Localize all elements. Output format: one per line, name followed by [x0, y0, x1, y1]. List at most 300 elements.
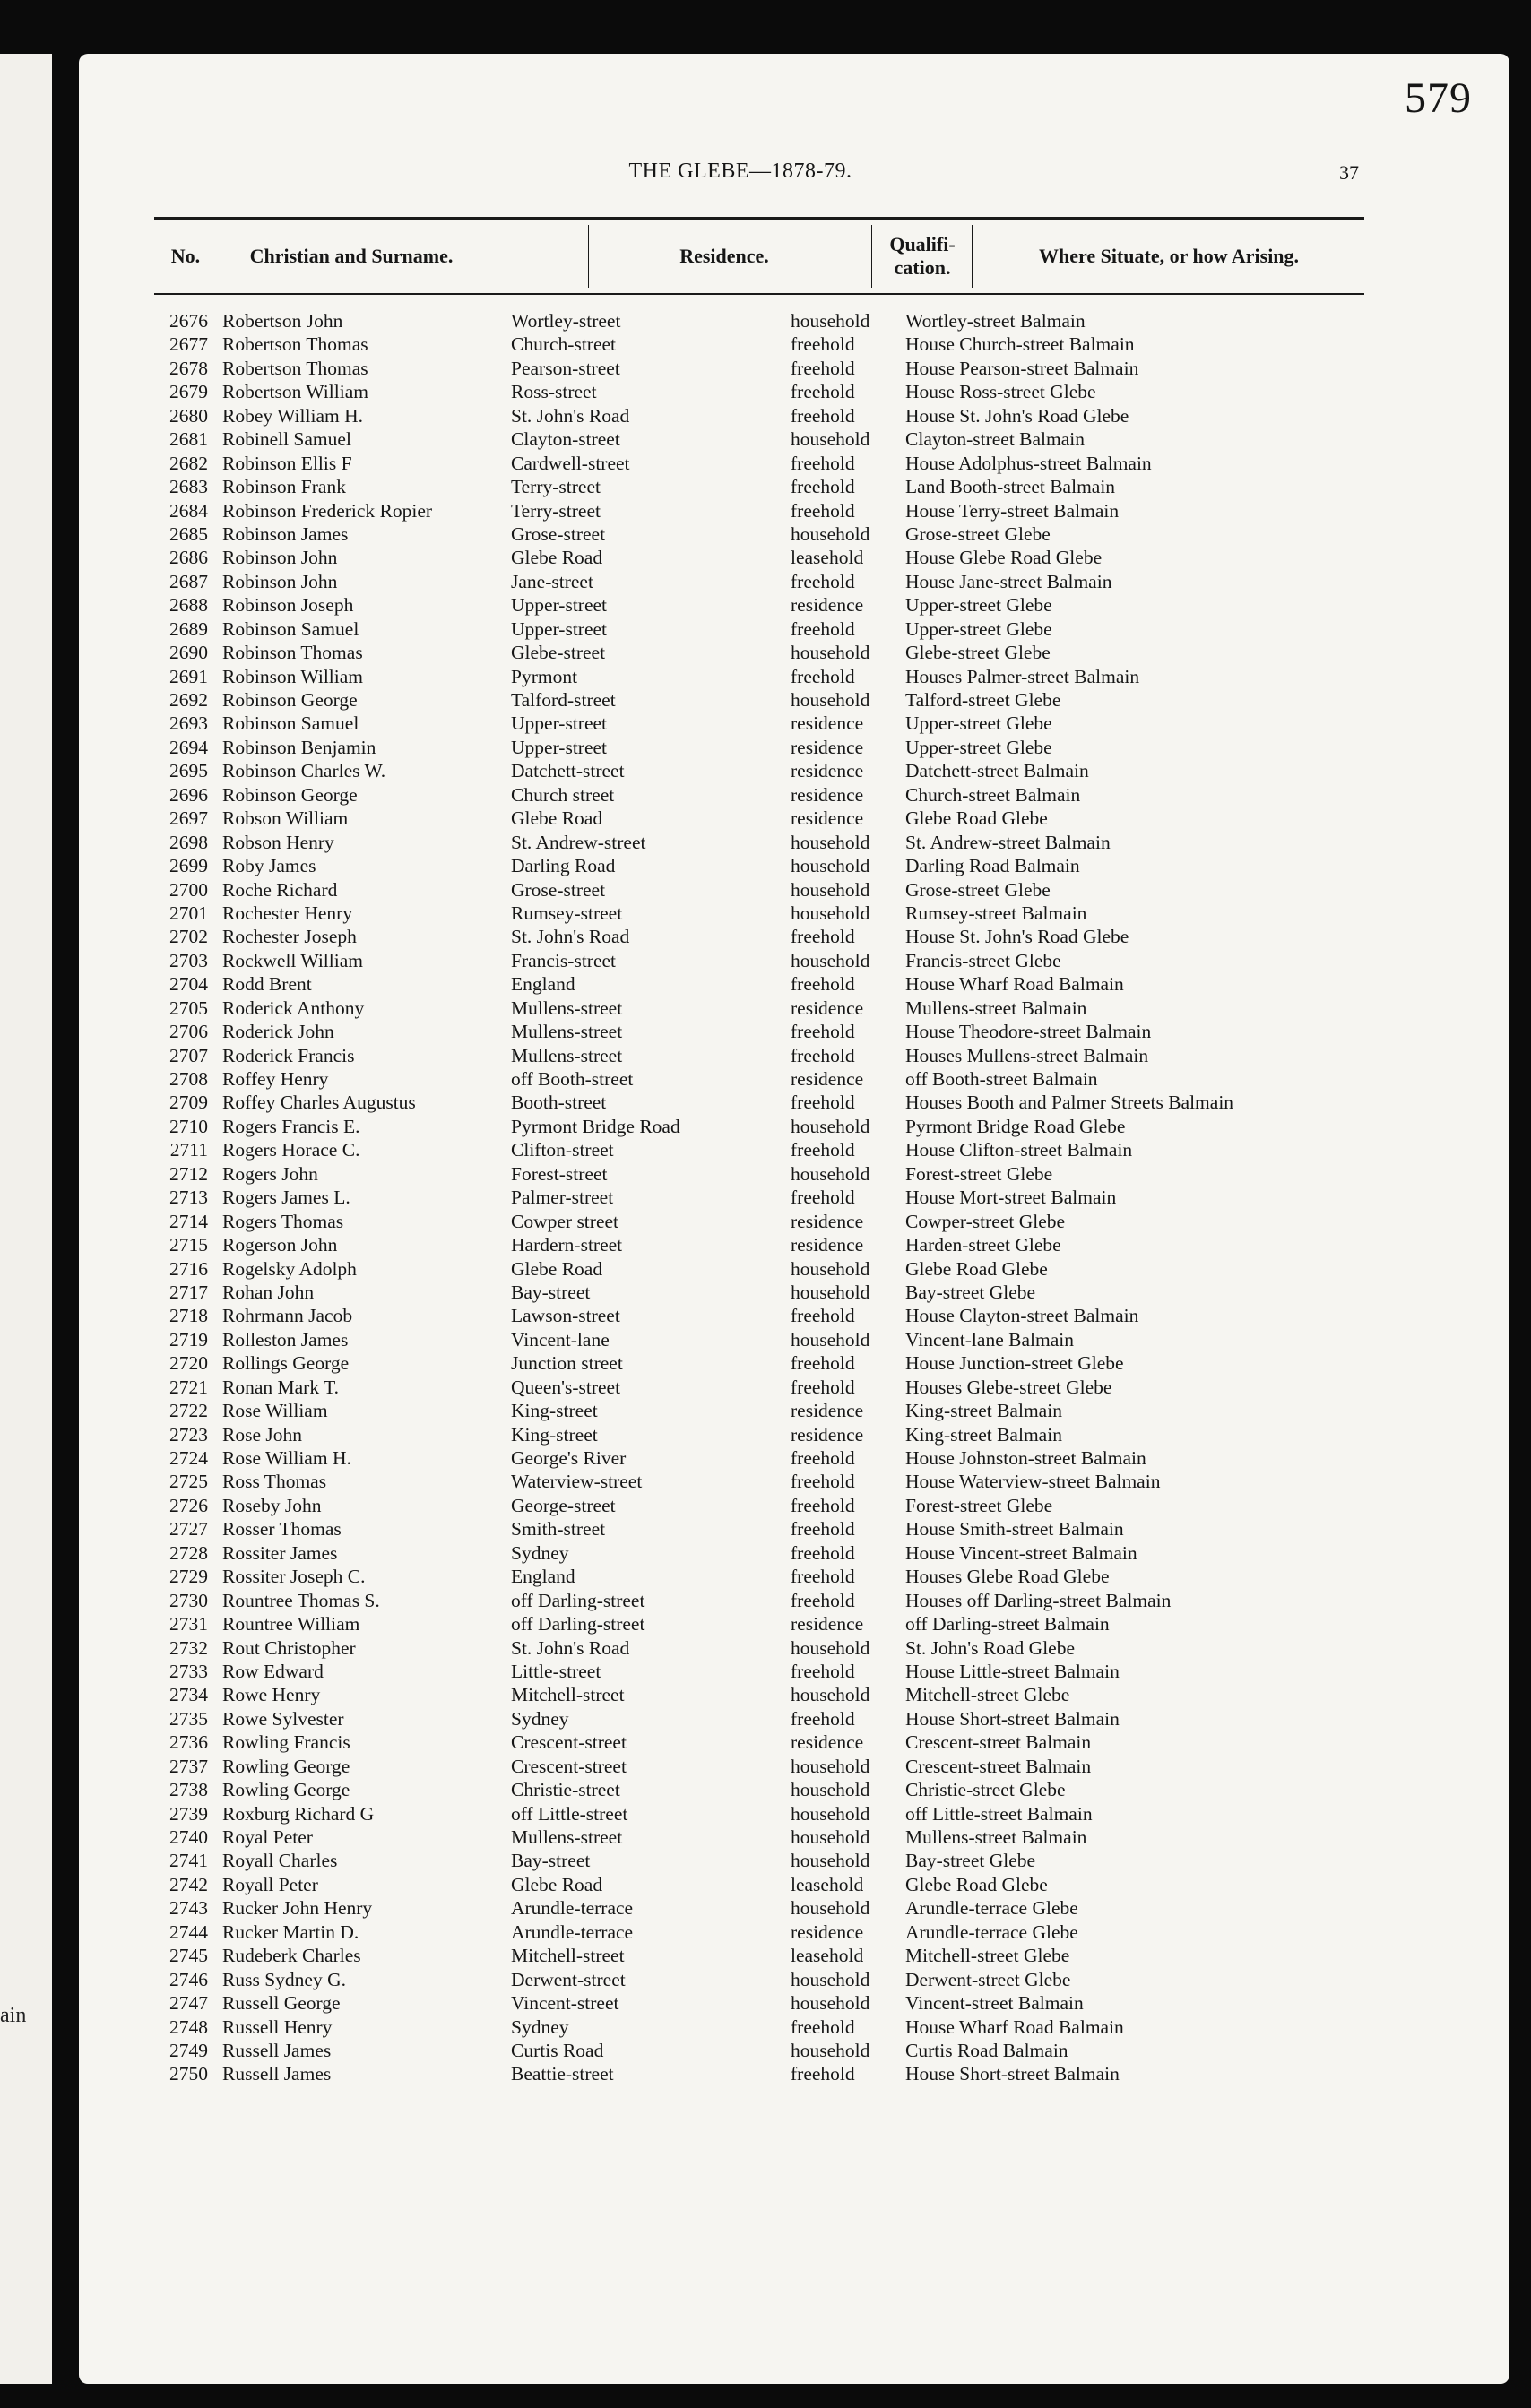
entry-name: Robson Henry: [222, 831, 334, 853]
entry-where: Land Booth-street Balmain: [905, 476, 1116, 498]
entry-residence: King-street: [511, 1400, 598, 1422]
register-rows: [154, 310, 1427, 2087]
entry-where: Upper-street Glebe: [905, 617, 1052, 640]
entry-residence: Talford-street: [511, 689, 616, 711]
entry-qualification: household: [791, 1992, 870, 2015]
entry-where: House Wharf Road Balmain: [905, 2015, 1124, 2038]
column-header: [154, 217, 1364, 295]
table-row: [154, 926, 1427, 949]
entry-where: Clayton-street Balmain: [905, 428, 1086, 451]
entry-number: 2704: [169, 973, 208, 996]
entry-name: Rochester Henry: [222, 902, 353, 924]
col-residence: Residence.: [679, 245, 769, 267]
entry-residence: Little-street: [511, 1660, 601, 1682]
entry-number: 2699: [169, 855, 208, 877]
col-no: No.: [170, 245, 201, 267]
entry-number: 2710: [169, 1115, 208, 1137]
entry-residence: Glebe Road: [511, 547, 603, 569]
entry-name: Roseby John: [222, 1494, 322, 1516]
entry-number: 2730: [169, 1589, 208, 1611]
entry-qualification: residence: [791, 1613, 864, 1636]
entry-where: King-street Balmain: [905, 1423, 1062, 1446]
entry-name: Rowe Henry: [222, 1684, 321, 1706]
entry-number: 2749: [169, 2039, 208, 2061]
table-row: [154, 1518, 1427, 1541]
entry-residence: off Booth-street: [511, 1068, 634, 1090]
table-row: [154, 1424, 1427, 1447]
entry-qualification: residence: [791, 1423, 864, 1446]
entry-number: 2678: [169, 357, 208, 379]
entry-name: Roffey Henry: [222, 1068, 329, 1090]
table-row: [154, 1803, 1427, 1826]
entry-residence: Grose-street: [511, 878, 606, 901]
entry-where: Wortley-street Balmain: [905, 310, 1086, 332]
entry-residence: Bay-street: [511, 1850, 591, 1872]
entry-residence: Upper-street: [511, 594, 608, 617]
entry-name: Robinson Joseph: [222, 594, 354, 617]
entry-where: House Glebe Road Glebe: [905, 547, 1103, 569]
entry-number: 2686: [169, 547, 208, 569]
entry-name: Robinell Samuel: [222, 428, 351, 451]
table-row: [154, 1661, 1427, 1684]
entry-name: Russ Sydney G.: [222, 1968, 346, 1990]
entry-name: Russell James: [222, 2063, 332, 2085]
table-row: [154, 405, 1427, 428]
entry-name: Robinson Charles W.: [222, 760, 386, 782]
entry-number: 2690: [169, 642, 208, 664]
entry-number: 2697: [169, 807, 208, 830]
entry-qualification: household: [791, 1850, 870, 1872]
entry-name: Royall Peter: [222, 1873, 318, 1895]
entry-name: Rowe Sylvester: [222, 1707, 344, 1730]
entry-number: 2731: [169, 1613, 208, 1636]
entry-name: Rohan John: [222, 1281, 315, 1303]
entry-where: Arundle-terrace Glebe: [905, 1897, 1078, 1920]
entry-qualification: household: [791, 949, 870, 971]
entry-where: Bay-street Glebe: [905, 1850, 1036, 1872]
entry-number: 2714: [169, 1210, 208, 1232]
entry-residence: Clifton-street: [511, 1139, 614, 1161]
table-row: [154, 1045, 1427, 1068]
table-row: [154, 689, 1427, 712]
entry-where: House Mort-street Balmain: [905, 1187, 1117, 1209]
entry-number: 2679: [169, 381, 208, 403]
entry-name: Roche Richard: [222, 878, 338, 901]
entry-name: Ross Thomas: [222, 1471, 327, 1493]
entry-residence: Glebe Road: [511, 807, 603, 830]
entry-residence: Arundle-terrace: [511, 1920, 634, 1943]
entry-number: 2715: [169, 1234, 208, 1256]
entry-qualification: freehold: [791, 1447, 855, 1469]
entry-where: Mullens-street Balmain: [905, 1826, 1087, 1848]
entry-name: Rockwell William: [222, 949, 363, 971]
entry-name: Row Edward: [222, 1660, 324, 1682]
entry-name: Rosser Thomas: [222, 1518, 342, 1541]
entry-qualification: household: [791, 2039, 870, 2061]
entry-name: Rolleston James: [222, 1328, 349, 1351]
entry-number: 2747: [169, 1992, 208, 2015]
entry-name: Rowling Francis: [222, 1731, 350, 1754]
entry-qualification: freehold: [791, 1139, 855, 1161]
entry-name: Rountree Thomas S.: [222, 1589, 380, 1611]
entry-residence: Forest-street: [511, 1162, 608, 1185]
entry-name: Rose William: [222, 1400, 328, 1422]
table-row: [154, 571, 1427, 594]
entry-name: Roxburg Richard G: [222, 1802, 375, 1825]
entry-qualification: household: [791, 878, 870, 901]
entry-residence: Mullens-street: [511, 1826, 623, 1848]
entry-number: 2728: [169, 1541, 208, 1564]
entry-number: 2681: [169, 428, 208, 451]
entry-number: 2698: [169, 831, 208, 853]
entry-name: Robinson Thomas: [222, 642, 363, 664]
entry-where: Forest-street Glebe: [905, 1494, 1053, 1516]
entry-name: Rowling George: [222, 1779, 350, 1801]
table-row: [154, 1163, 1427, 1187]
entry-name: Robinson Samuel: [222, 712, 359, 735]
table-row: [154, 2016, 1427, 2040]
table-row: [154, 310, 1427, 333]
entry-qualification: household: [791, 1636, 870, 1659]
entry-number: 2741: [169, 1850, 208, 1872]
table-row: [154, 807, 1427, 831]
entry-qualification: freehold: [791, 2015, 855, 2038]
table-row: [154, 428, 1427, 452]
col-qualification: Qualifi- cation.: [889, 233, 956, 279]
entry-where: House Pearson-street Balmain: [905, 357, 1139, 379]
entry-residence: Hardern-street: [511, 1234, 623, 1256]
entry-residence: Wortley-street: [511, 310, 621, 332]
table-row: [154, 1400, 1427, 1423]
entry-qualification: freehold: [791, 1660, 855, 1682]
entry-qualification: freehold: [791, 1566, 855, 1588]
entry-where: House Clayton-street Balmain: [905, 1305, 1139, 1327]
entry-where: King-street Balmain: [905, 1400, 1062, 1422]
table-row: [154, 1826, 1427, 1850]
entry-number: 2696: [169, 783, 208, 806]
table-row: [154, 1068, 1427, 1092]
table-row: [154, 784, 1427, 807]
entry-qualification: household: [791, 1968, 870, 1990]
register-page: [79, 54, 1509, 2384]
table-row: [154, 1637, 1427, 1661]
entry-qualification: residence: [791, 712, 864, 735]
entry-number: 2718: [169, 1305, 208, 1327]
table-row: [154, 2040, 1427, 2063]
entry-qualification: freehold: [791, 452, 855, 474]
entry-name: Rogers Thomas: [222, 1210, 344, 1232]
table-row: [154, 1116, 1427, 1139]
entry-residence: Mullens-street: [511, 997, 623, 1019]
entry-qualification: household: [791, 1826, 870, 1848]
entry-number: 2709: [169, 1092, 208, 1114]
entry-residence: Crescent-street: [511, 1755, 627, 1777]
entry-qualification: leasehold: [791, 547, 864, 569]
table-row: [154, 902, 1427, 926]
entry-residence: King-street: [511, 1423, 598, 1446]
entry-residence: St. John's Road: [511, 404, 630, 427]
entry-qualification: freehold: [791, 2063, 855, 2085]
entry-qualification: household: [791, 855, 870, 877]
entry-number: 2737: [169, 1755, 208, 1777]
entry-where: Talford-street Glebe: [905, 689, 1061, 711]
entry-name: Robinson John: [222, 570, 338, 592]
entry-qualification: household: [791, 1115, 870, 1137]
entry-where: Arundle-terrace Glebe: [905, 1920, 1078, 1943]
entry-where: Houses Mullens-street Balmain: [905, 1044, 1149, 1066]
table-row: [154, 1092, 1427, 1115]
entry-number: 2746: [169, 1968, 208, 1990]
table-row: [154, 1187, 1427, 1210]
entry-name: Rogers Horace C.: [222, 1139, 360, 1161]
table-row: [154, 1471, 1427, 1494]
entry-where: House Little-street Balmain: [905, 1660, 1120, 1682]
entry-number: 2700: [169, 878, 208, 901]
entry-number: 2742: [169, 1873, 208, 1895]
entry-where: House St. John's Road Glebe: [905, 404, 1129, 427]
entry-qualification: household: [791, 1897, 870, 1920]
entry-where: Crescent-street Balmain: [905, 1755, 1092, 1777]
entry-number: 2724: [169, 1447, 208, 1469]
entry-name: Robinson Benjamin: [222, 736, 376, 758]
entry-where: House Johnston-street Balmain: [905, 1447, 1146, 1469]
entry-number: 2719: [169, 1328, 208, 1351]
entry-where: Houses off Darling-street Balmain: [905, 1589, 1172, 1611]
entry-residence: Rumsey-street: [511, 902, 623, 924]
entry-residence: Pyrmont: [511, 665, 578, 687]
entry-qualification: freehold: [791, 1187, 855, 1209]
entry-name: Robinson Ellis F: [222, 452, 352, 474]
entry-qualification: freehold: [791, 665, 855, 687]
entry-residence: Church street: [511, 783, 615, 806]
entry-qualification: freehold: [791, 617, 855, 640]
entry-name: Robertson Thomas: [222, 333, 368, 356]
entry-name: Rogers Francis E.: [222, 1115, 360, 1137]
entry-qualification: household: [791, 1755, 870, 1777]
table-row: [154, 1542, 1427, 1566]
entry-qualification: residence: [791, 1068, 864, 1090]
entry-qualification: residence: [791, 1731, 864, 1754]
entry-number: 2748: [169, 2015, 208, 2038]
entry-number: 2683: [169, 476, 208, 498]
section-page-number: 37: [1339, 161, 1359, 184]
entry-qualification: freehold: [791, 570, 855, 592]
table-row: [154, 997, 1427, 1021]
entry-where: Houses Palmer-street Balmain: [905, 665, 1140, 687]
page-number: 579: [1405, 74, 1472, 122]
entry-residence: England: [511, 1566, 575, 1588]
entry-number: 2692: [169, 689, 208, 711]
entry-residence: Glebe Road: [511, 1257, 603, 1280]
table-row: [154, 1139, 1427, 1162]
entry-residence: off Darling-street: [511, 1613, 645, 1636]
table-row: [154, 1708, 1427, 1731]
entry-where: House Short-street Balmain: [905, 1707, 1120, 1730]
entry-number: 2735: [169, 1707, 208, 1730]
entry-where: House Smith-street Balmain: [905, 1518, 1124, 1541]
entry-number: 2734: [169, 1684, 208, 1706]
entry-qualification: household: [791, 1684, 870, 1706]
entry-qualification: freehold: [791, 1092, 855, 1114]
entry-qualification: freehold: [791, 1044, 855, 1066]
table-row: [154, 453, 1427, 476]
entry-residence: Derwent-street: [511, 1968, 626, 1990]
entry-qualification: residence: [791, 736, 864, 758]
entry-residence: Sydney: [511, 1707, 569, 1730]
table-row: [154, 594, 1427, 617]
entry-number: 2723: [169, 1423, 208, 1446]
entry-name: Royall Charles: [222, 1850, 338, 1872]
entry-name: Robinson John: [222, 547, 338, 569]
entry-residence: Upper-street: [511, 736, 608, 758]
entry-name: Royal Peter: [222, 1826, 313, 1848]
entry-name: Roffey Charles Augustus: [222, 1092, 416, 1114]
entry-residence: Church-street: [511, 333, 617, 356]
entry-residence: Clayton-street: [511, 428, 620, 451]
entry-residence: Booth-street: [511, 1092, 607, 1114]
entry-qualification: residence: [791, 1234, 864, 1256]
entry-number: 2725: [169, 1471, 208, 1493]
entry-where: House Terry-street Balmain: [905, 499, 1120, 522]
entry-qualification: household: [791, 1328, 870, 1351]
entry-number: 2732: [169, 1636, 208, 1659]
entry-number: 2739: [169, 1802, 208, 1825]
table-row: [154, 1684, 1427, 1707]
table-row: [154, 666, 1427, 689]
table-row: [154, 523, 1427, 547]
table-row: [154, 1021, 1427, 1044]
col-divider: [588, 225, 589, 288]
entry-where: House Church-street Balmain: [905, 333, 1135, 356]
entry-residence: Pyrmont Bridge Road: [511, 1115, 680, 1137]
entry-name: Rodd Brent: [222, 973, 312, 996]
entry-where: House Ross-street Glebe: [905, 381, 1096, 403]
entry-number: 2712: [169, 1162, 208, 1185]
table-row: [154, 737, 1427, 760]
entry-qualification: freehold: [791, 1541, 855, 1564]
entry-residence: Cardwell-street: [511, 452, 630, 474]
table-row: [154, 1495, 1427, 1518]
table-row: [154, 618, 1427, 642]
table-row: [154, 547, 1427, 570]
entry-qualification: leasehold: [791, 1873, 864, 1895]
entry-name: Robinson William: [222, 665, 364, 687]
entry-name: Robertson Thomas: [222, 357, 368, 379]
entry-where: Vincent-lane Balmain: [905, 1328, 1074, 1351]
page-title: [79, 160, 1509, 184]
entry-where: Cowper-street Glebe: [905, 1210, 1066, 1232]
entry-name: Rose William H.: [222, 1447, 351, 1469]
entry-where: Darling Road Balmain: [905, 855, 1080, 877]
entry-where: House Waterview-street Balmain: [905, 1471, 1161, 1493]
entry-qualification: freehold: [791, 1471, 855, 1493]
entry-qualification: leasehold: [791, 1945, 864, 1967]
entry-where: House Junction-street Glebe: [905, 1352, 1124, 1375]
entry-number: 2707: [169, 1044, 208, 1066]
table-row: [154, 1969, 1427, 1992]
entry-qualification: freehold: [791, 1021, 855, 1043]
entry-residence: Mitchell-street: [511, 1945, 625, 1967]
entry-name: Rout Christopher: [222, 1636, 356, 1659]
entry-residence: off Darling-street: [511, 1589, 645, 1611]
entry-where: House Clifton-street Balmain: [905, 1139, 1133, 1161]
entry-number: 2708: [169, 1068, 208, 1090]
entry-number: 2702: [169, 926, 208, 948]
entry-qualification: household: [791, 689, 870, 711]
entry-qualification: freehold: [791, 1707, 855, 1730]
table-row: [154, 1874, 1427, 1897]
entry-where: House St. John's Road Glebe: [905, 926, 1129, 948]
entry-where: Francis-street Glebe: [905, 949, 1061, 971]
table-row: [154, 1566, 1427, 1589]
entry-residence: Arundle-terrace: [511, 1897, 634, 1920]
entry-where: Glebe Road Glebe: [905, 807, 1048, 830]
entry-number: 2688: [169, 594, 208, 617]
entry-name: Roderick Francis: [222, 1044, 355, 1066]
entry-residence: St. John's Road: [511, 926, 630, 948]
entry-number: 2721: [169, 1376, 208, 1398]
entry-residence: Mitchell-street: [511, 1684, 625, 1706]
entry-name: Robinson George: [222, 783, 358, 806]
entry-residence: Datchett-street: [511, 760, 625, 782]
entry-where: Rumsey-street Balmain: [905, 902, 1087, 924]
table-row: [154, 1305, 1427, 1328]
entry-residence: Pearson-street: [511, 357, 620, 379]
entry-where: St. Andrew-street Balmain: [905, 831, 1111, 853]
entry-name: Rogers John: [222, 1162, 318, 1185]
entry-residence: Jane-street: [511, 570, 593, 592]
table-row: [154, 950, 1427, 973]
entry-name: Roderick Anthony: [222, 997, 365, 1019]
table-row: [154, 712, 1427, 736]
entry-number: 2689: [169, 617, 208, 640]
entry-name: Rogerson John: [222, 1234, 338, 1256]
entry-where: Upper-street Glebe: [905, 736, 1052, 758]
table-row: [154, 1850, 1427, 1873]
entry-number: 2713: [169, 1187, 208, 1209]
table-row: [154, 358, 1427, 381]
table-row: [154, 1945, 1427, 1968]
entry-number: 2717: [169, 1281, 208, 1303]
table-row: [154, 1613, 1427, 1636]
table-row: [154, 1779, 1427, 1802]
entry-name: Rogers James L.: [222, 1187, 350, 1209]
entry-qualification: household: [791, 428, 870, 451]
entry-residence: Darling Road: [511, 855, 616, 877]
entry-number: 2743: [169, 1897, 208, 1920]
entry-number: 2685: [169, 522, 208, 545]
entry-name: Rose John: [222, 1423, 302, 1446]
entry-residence: Christie-street: [511, 1779, 620, 1801]
entry-name: Robertson John: [222, 310, 343, 332]
entry-residence: Cowper street: [511, 1210, 619, 1232]
table-row: [154, 1921, 1427, 1945]
entry-residence: Smith-street: [511, 1518, 606, 1541]
entry-where: Datchett-street Balmain: [905, 760, 1089, 782]
adjacent-page-fragment: ain: [0, 2004, 27, 2027]
table-row: [154, 1447, 1427, 1471]
entry-number: 2726: [169, 1494, 208, 1516]
entry-number: 2736: [169, 1731, 208, 1754]
col-where: Where Situate, or how Arising.: [1038, 245, 1300, 267]
entry-number: 2693: [169, 712, 208, 735]
entry-where: House Wharf Road Balmain: [905, 973, 1124, 996]
entry-where: House Jane-street Balmain: [905, 570, 1112, 592]
entry-residence: Grose-street: [511, 522, 606, 545]
entry-where: Harden-street Glebe: [905, 1234, 1061, 1256]
entry-residence: Palmer-street: [511, 1187, 614, 1209]
entry-qualification: household: [791, 1162, 870, 1185]
